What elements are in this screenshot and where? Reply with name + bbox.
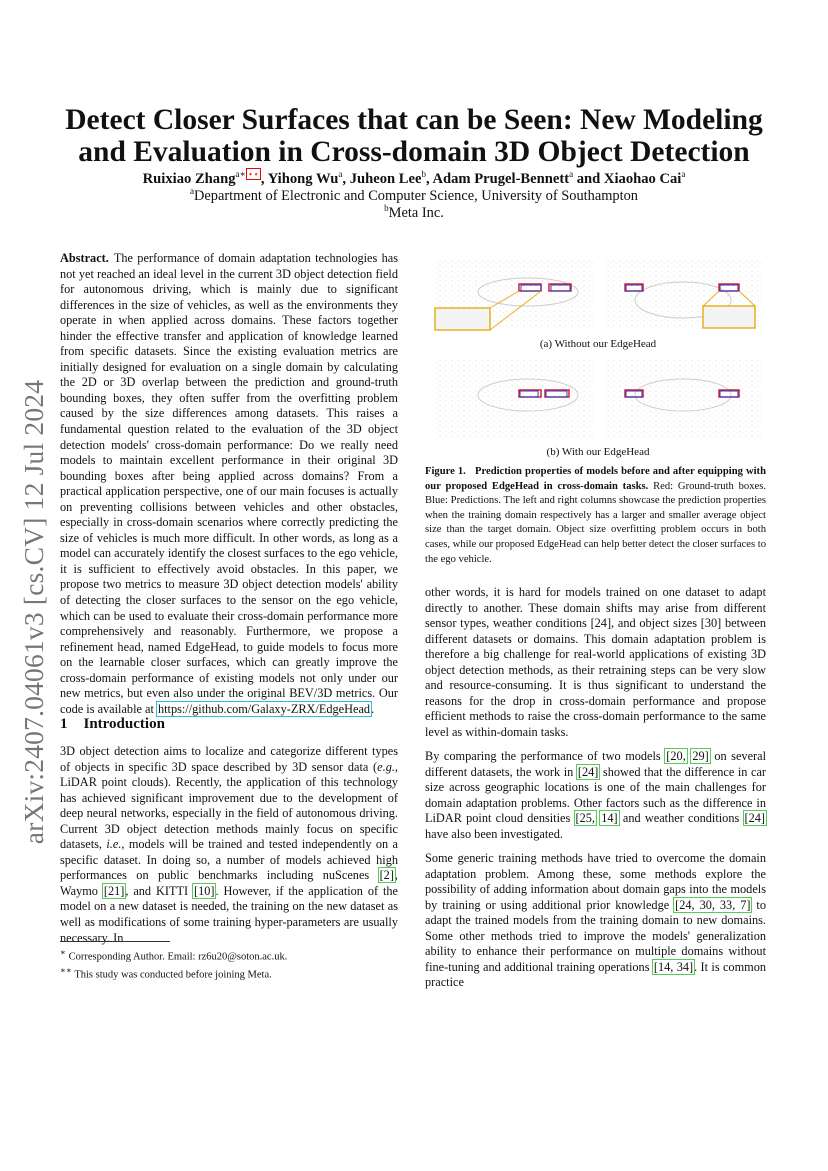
citation-link[interactable]: [20, <box>666 749 686 763</box>
figure-panels <box>433 260 763 460</box>
author-list: Ruixiao Zhang$^{a∗}$ ⋆⋆ , Yihong Wu$^a$, Juheon Lee$^b$, Adam Prugel-Bennett$^a$ and Xiaohao Cai$^a$ <box>142 169 686 187</box>
citation-link[interactable]: [24] <box>744 811 765 826</box>
panel-a-right <box>605 260 763 330</box>
panel-a-left <box>435 260 595 330</box>
citation-link[interactable]: 29] <box>692 749 709 763</box>
abstract: Abstract. The performance of domain adaptation technologies has not yet reached an ideal level in the current 3D object detection field for autonomous driving, which is mainly due to significant differences in the size of vehicles, as well as the environments they operate in when applied across domains. These factors together hinder the effective transfer and application of knowledge learned from specific datasets. Since the existing evaluation metrics are initially designed for evaluation on a single domain by calculating the 2D or 3D overlap between the prediction and ground-truth bounding boxes, they often suffer from the overfitting problem caused by the size differences among datasets. This raises a fundamental question related to the evaluation of the 3D object detection models' cross-domain performance: Do we really need models to maintain excellent performance in their original 3D bounding boxes after being applied across domains? From a practical application perspective, one of our main focuses is actually on preventing collisions between vehicles and other obstacles, especially in cross-domain scenarios where correctly predicting the size of vehicles is much more difficult. In other words, as long as a model can accurately identify the closest surfaces to the ego vehicle, it is sufficient to effectively avoid obstacles. In this paper, we propose two metrics to measure 3D object detection models' ability of detecting the closer surfaces to the sensor on the ego vehicle, which can be used to evaluate their cross-domain performance more comprehensively and reasonably. Furthermore, we propose a refinement head, named EdgeHead, to guide models to focus more on the learnable closer surfaces, which can greatly improve the cross-domain performance of existing models not only under our new metrics, but even also under the original BEV/3D metrics. Our code is available at https://github.com/Galaxy-ZRX/EdgeHead. <box>60 251 398 716</box>
footnotes: ∗ Corresponding Author. Email: rz6u20@soton.ac.uk. ∗∗ This study was conducted before joining Meta. <box>60 947 288 980</box>
footnote-link[interactable]: ⋆⋆ <box>247 169 259 179</box>
subcaption-b: (b) With our EdgeHead <box>546 446 650 458</box>
citation-link[interactable]: [24] <box>577 764 599 779</box>
panel-b-right <box>605 360 763 438</box>
citation-link[interactable]: [10] <box>193 883 215 898</box>
intro-paragraph: 3D object detection aims to localize and categorize different types of objects in specific 3D space described by 3D sensor data (e.g., LiDAR point clouds). Recently, the application of this technology has achieved significant improvement due to the development of deep neural networks, especially in the field of autonomous driving. Current 3D object detection methods mainly focus on specific datasets, i.e., models will be trained and tested independently on a specific dataset. In doing so, a number of models achieved high performances on public benchmarks including nuScenes [2], Waymo [21], and KITTI [10]. However, if the application of the model on a new dataset is needed, the training on the new dataset as well as modifications of some training hyper-parameters are usually necessary. In <box>60 744 399 945</box>
footnote-rule <box>60 941 170 942</box>
subcaption-a: (a) Without our EdgeHead <box>539 338 657 350</box>
right-paragraph-1: other words, it is hard for models trained on one dataset to adapt directly to another. These domain shifts may arise from different sensor types, weather conditions [24], and object sizes [30] between different datasets or domains. This domain adaptation problem is therefore a big challenge for real-world applications of existing 3D object detection methods, as their retraining steps can be very slow and resource-consuming. It is thus significant to understand the reasons for the drop in cross-domain performance and propose efficient methods to raise the cross-domain performance to the same level as within-domain tasks. <box>425 585 766 739</box>
right-paragraph-3: Some generic training methods have tried to overcome the domain adaptation problem. Among these, some methods explore the possibility of adding information about domain gaps into the models by training or using additional prior knowledge [24, 30, 33, 7] to adapt the trained models from the training domain to new domains. Some other methods tried to improve the models' generalization ability to enhance their performance on multiple domains without fine-tuning and additional training operations [14, 34]. It is common practice <box>425 851 767 990</box>
figure-caption: Figure 1. Prediction properties of models before and after equipping with our proposed EdgeHead in cross-domain tasks. Red: Ground-truth boxes. Blue: Predictions. The left and right columns showcase the prediction properties when the training domain respectively has a larger and smaller average object size than the target domain. Object size overfitting problem occurs in both cases, while our proposed EdgeHead can help better detect the closer surfaces to the ego vehicle. <box>425 466 766 565</box>
code-url-link[interactable]: https://github.com/Galaxy-ZRX/EdgeHead <box>157 701 371 716</box>
arxiv-stamp: arXiv:2407.04061v3 [cs.CV] 12 Jul 2024 <box>18 379 49 845</box>
citation-link[interactable]: 14] <box>601 811 618 826</box>
paper-title: Detect Closer Surfaces that can be Seen: New Modeling and Evaluation in Cross-domain 3D Object Detection <box>65 104 763 168</box>
panel-b-left <box>435 360 595 438</box>
figure-1 <box>433 260 763 460</box>
citation-link[interactable]: [25, <box>575 811 595 826</box>
right-paragraph-2: By comparing the performance of two models [20, 29] on several different datasets, the work in [24] showed that the difference in car size across geographic locations is one of the main challenges for domain adaptation problems. Other factors such as the difference in LiDAR point cloud densities [25, 14] and weather conditions [24] have also been investigated. <box>425 749 767 841</box>
affiliation-b: $^b$Meta Inc. <box>384 203 444 221</box>
citation-link[interactable]: [2] <box>379 868 394 883</box>
citation-link[interactable]: [24, 30, 33, 7] <box>675 897 751 912</box>
affiliation-a: $^a$Department of Electronic and Computer Science, University of Southampton <box>190 186 638 204</box>
citation-link[interactable]: [21] <box>103 883 125 898</box>
citation-link[interactable]: [14, 34] <box>653 959 694 974</box>
section-heading-introduction: 1 Introduction <box>60 716 165 732</box>
